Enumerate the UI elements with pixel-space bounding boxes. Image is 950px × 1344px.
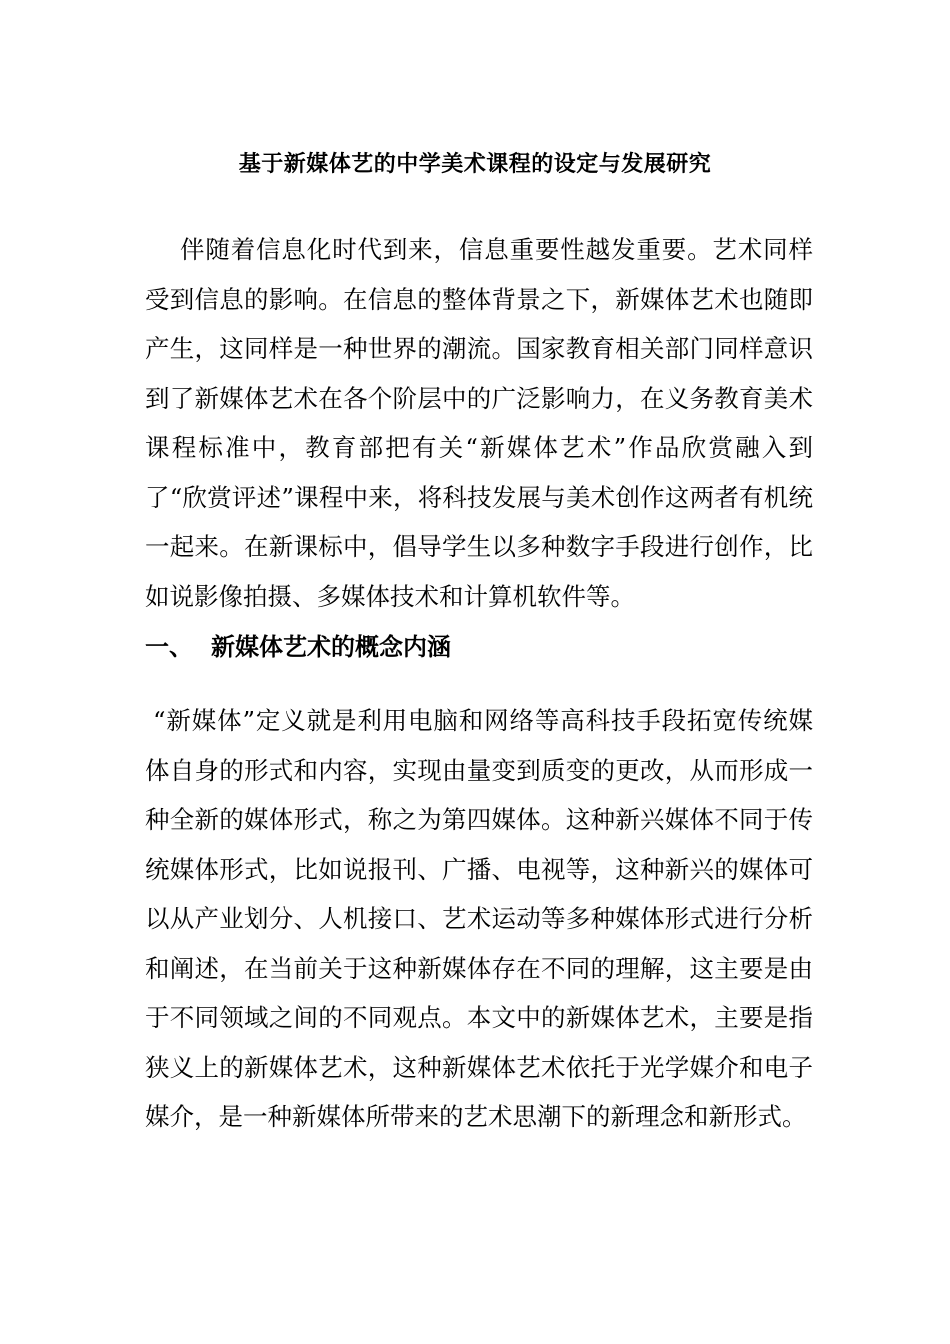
section-number: 一、 (145, 632, 193, 661)
section-heading (145, 627, 813, 667)
intro-paragraph: 伴随着信息化时代到来，信息重要性越发重要。艺术同样受到信息的影响。在信息的整体背景之下，新媒体艺术也随即产生，这同样是一种世界的潮流。国家教育相关部门同样意识到了新媒体艺术在各个阶层中的广泛影响力，在义务教育美术课程标准中，教育部把有关“新媒体艺术”作品欣赏融入到了“欣赏评述”课程中来，将科技发展与美术创作这两者有机统一起来。在新课标中，倡导学生以多种数字手段进行创作，比如说影像拍摄、多媒体技术和计算机软件等。 (145, 235, 813, 611)
document-title: 基于新媒体艺的中学美术课程的设定与发展研究 (238, 150, 712, 177)
definition-paragraph: “新媒体”定义就是利用电脑和网络等高科技手段拓宽传统媒体自身的形式和内容，实现由量变到质变的更改，从而形成一种全新的媒体形式，称之为第四媒体。这种新兴媒体不同于传统媒体形式，比如说报刊、广播、电视等，这种新兴的媒体可以从产业划分、人机接口、艺术运动等多种媒体形式进行分析和阐述，在当前关于这种新媒体存在不同的理解，这主要是由于不同领域之间的不同观点。本文中的新媒体艺术，主要是指狭义上的新媒体艺术，这种新媒体艺术依托于光学媒介和电子媒介，是一种新媒体所带来的艺术思潮下的新理念和新形式。 (145, 706, 813, 1131)
section-heading-text: 新媒体艺术的概念内涵 (211, 632, 451, 661)
